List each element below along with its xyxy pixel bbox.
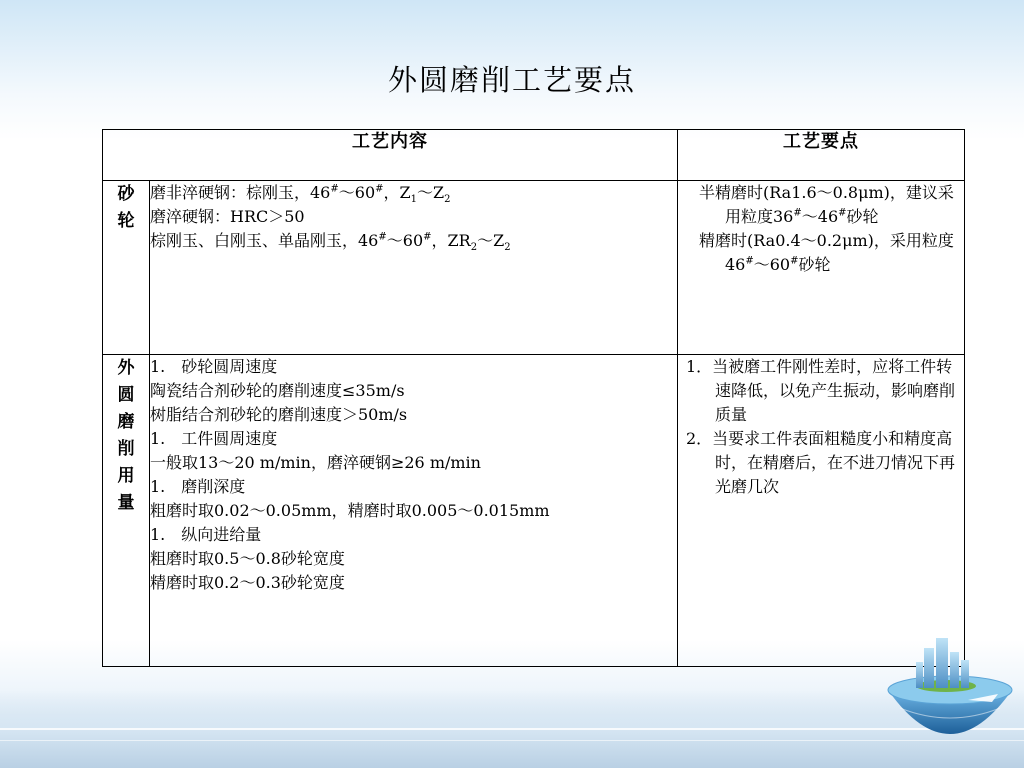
- wheel-content-cell: [150, 181, 678, 355]
- content-line: 陶瓷结合剂砂轮的磨削速度≤35m/s: [150, 381, 405, 400]
- parameters-content-cell: [150, 355, 678, 667]
- header-process-content: 工艺内容: [103, 130, 678, 181]
- content-line: 1. 磨削深度: [150, 477, 246, 496]
- point-item: 精磨时(Ra0.4～0.2μm)，采用粒度46#～60#砂轮: [699, 231, 954, 274]
- content-line: 粗磨时取0.5～0.8砂轮宽度: [150, 549, 345, 568]
- content-line: 树脂结合剂砂轮的磨削速度＞50m/s: [150, 405, 408, 424]
- table-header-row: [103, 130, 965, 181]
- row-label-grinding-wheel: 砂轮: [103, 181, 150, 355]
- content-line: 1. 砂轮圆周速度: [150, 357, 278, 376]
- point-item: 1．当被磨工件刚性差时，应将工件转速降低，以免产生振动，影响磨削质量: [686, 357, 956, 424]
- parameters-points-cell: [678, 355, 965, 667]
- point-item: 半精磨时(Ra1.6～0.8μm)，建议采用粒度36#～46#砂轮: [699, 183, 954, 226]
- slide-title: 外圆磨削工艺要点: [387, 63, 636, 97]
- wheel-points-cell: [678, 181, 965, 355]
- point-item: 2．当要求工件表面粗糙度小和精度高时，在精磨后，在不进刀情况下再光磨几次: [686, 429, 956, 496]
- content-line: 棕刚玉、白刚玉、单晶刚玉，46#～60#，$ZR_2\sim Z_2$: [150, 231, 511, 254]
- bottom-decoration-band: [0, 690, 1024, 768]
- content-line: 磨淬硬钢：HRC＞50: [150, 207, 305, 226]
- globe-city-decoration: [880, 628, 1020, 768]
- content-line: 粗磨时取0.02～0.05mm，精磨时取0.005～0.015mm: [150, 501, 550, 520]
- content-line: 1. 工件圆周速度: [150, 429, 278, 448]
- table-row: [103, 355, 965, 667]
- table-row: [103, 181, 965, 355]
- row-label-grinding-parameters: 外圆磨削用量: [103, 355, 150, 667]
- content-line: 1. 纵向进给量: [150, 525, 262, 544]
- content-line: 一般取13～20 m/min，磨淬硬钢≥26 m/min: [150, 453, 481, 472]
- process-table: [102, 129, 965, 667]
- header-process-points: 工艺要点: [678, 130, 965, 181]
- content-line: 精磨时取0.2～0.3砂轮宽度: [150, 573, 345, 592]
- content-line: 磨非淬硬钢：棕刚玉，46#～60#，$Z_1\sim Z_2$: [150, 183, 451, 206]
